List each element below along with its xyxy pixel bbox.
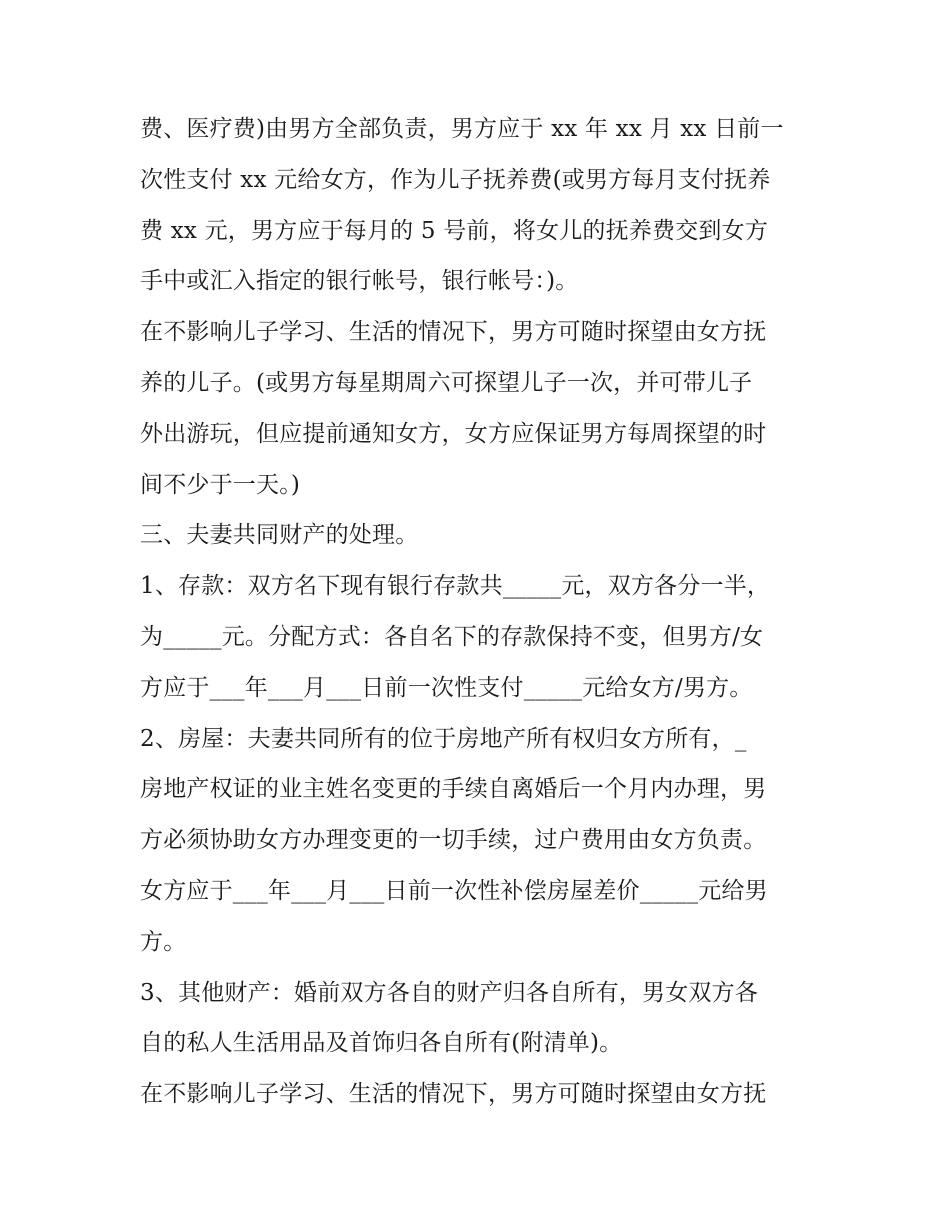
text-line: 费、医疗费)由男方全部负责，男方应于 xx 年 xx 月 xx 日前一 (140, 116, 784, 142)
text-line: 外出游玩，但应提前通知女方，女方应保证男方每周探望的时 (140, 420, 767, 447)
text-line: 3、其他财产：婚前双方各自的财产归各自所有，男女双方各 (140, 979, 759, 1006)
text-line: 房地产权证的业主姓名变更的手续自离婚后一个月内办理，男 (140, 776, 767, 803)
text-line: 为_____元。分配方式：各自名下的存款保持不变，但男方/女 (140, 623, 764, 650)
text-line: 方。 (140, 928, 187, 955)
text-line: 次性支付 xx 元给女方，作为儿子抚养费(或男方每月支付抚养 (140, 166, 771, 193)
text-line: 自的私人生活用品及首饰归各自所有(附清单)。 (140, 1030, 623, 1057)
text-line: 在不影响儿子学习、生活的情况下，男方可随时探望由女方抚 (140, 1081, 767, 1108)
text-line: 女方应于___年___月___日前一次性补偿房屋差价_____元给男 (140, 877, 768, 904)
text-line: 方必须协助女方办理变更的一切手续，过户费用由女方负责。 (140, 827, 767, 854)
document-body (140, 104, 820, 1120)
text-line: 在不影响儿子学习、生活的情况下，男方可随时探望由女方抚 (140, 319, 767, 346)
text-line: 手中或汇入指定的银行帐号，银行帐号：)。 (140, 268, 579, 295)
text-line: 间不少于一天。) (140, 471, 301, 498)
text-line: 费 xx 元，男方应于每月的 5 号前，将女儿的抚养费交到女方 (140, 217, 769, 244)
section-heading: 三、夫妻共同财产的处理。 (140, 522, 419, 549)
text-line: 1、存款：双方名下现有银行存款共_____元，双方各分一半， (140, 573, 771, 600)
text-line: 养的儿子。(或男方每星期周六可探望儿子一次，并可带儿子 (140, 369, 753, 396)
text-line: 2、房屋：夫妻共同所有的位于房地产所有权归女方所有，_ (140, 725, 747, 752)
text-line: 方应于___年___月___日前一次性支付_____元给女方/男方。 (140, 674, 753, 701)
